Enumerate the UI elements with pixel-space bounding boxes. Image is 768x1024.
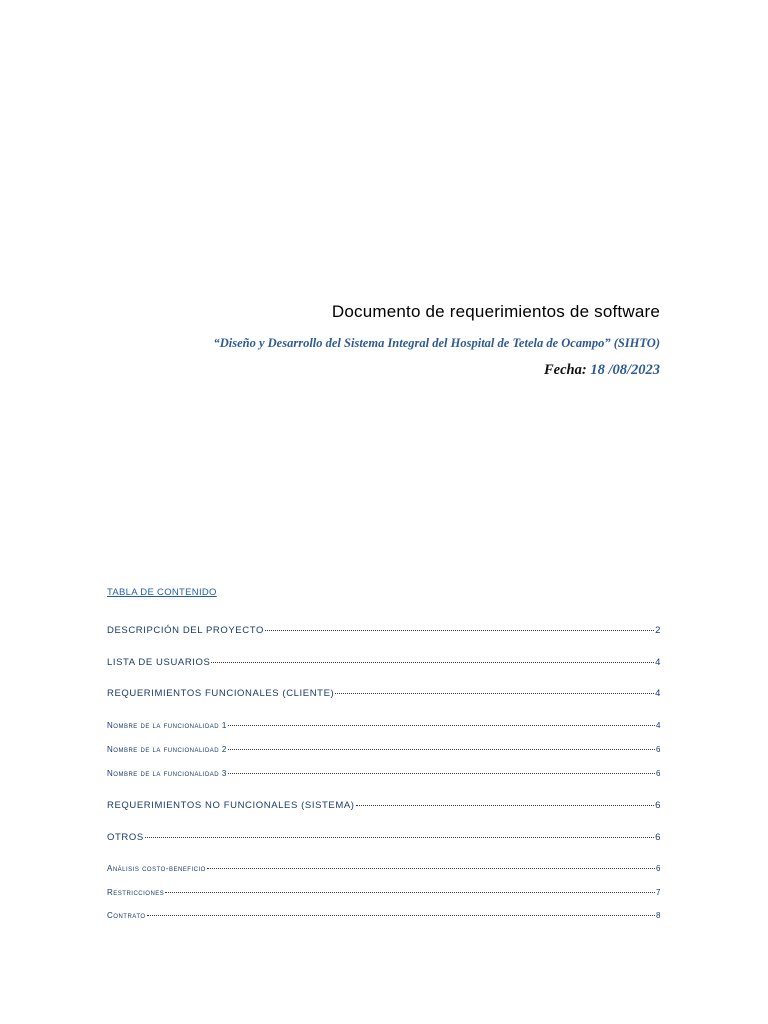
date-value: 18 /08/2023 <box>590 362 660 378</box>
toc-entry-text: Nombre de la funcionalidad 3 <box>107 769 227 778</box>
toc-entry[interactable] <box>107 832 661 843</box>
toc-subentry[interactable] <box>107 745 661 754</box>
toc-page-number: 4 <box>656 721 661 730</box>
toc-page-number: 4 <box>655 657 661 668</box>
toc-page-number: 7 <box>656 888 661 897</box>
toc-page-number: 6 <box>656 769 661 778</box>
toc-leader <box>145 837 654 838</box>
toc-leader <box>165 892 655 893</box>
toc-subentry[interactable] <box>107 911 661 920</box>
toc-leader <box>228 725 655 726</box>
toc-entry[interactable] <box>107 657 661 668</box>
toc-heading[interactable]: TABLA DE CONTENIDO <box>107 587 217 598</box>
toc-page-number: 6 <box>655 800 661 811</box>
toc-leader <box>147 915 655 916</box>
toc-entry-text: DESCRIPCIÓN DEL PROYECTO <box>107 625 264 636</box>
toc-page-number: 6 <box>655 832 661 843</box>
toc-entry-text: REQUERIMIENTOS NO FUNCIONALES (SISTEMA) <box>107 800 355 811</box>
toc-subentry[interactable] <box>107 769 661 778</box>
toc-leader <box>211 662 654 663</box>
toc-entry-text: Nombre de la funcionalidad 2 <box>107 745 227 754</box>
toc-page-number: 6 <box>656 745 661 754</box>
toc-leader <box>335 693 654 694</box>
toc-leader <box>356 805 655 806</box>
toc-entry-text: Nombre de la funcionalidad 1 <box>107 721 227 730</box>
toc-entry[interactable] <box>107 800 661 811</box>
document-subtitle: “Diseño y Desarrollo del Sistema Integral del Hospital de Tetela de Ocampo” (SIHTO) <box>213 336 660 350</box>
date-line <box>544 362 660 379</box>
toc-entry[interactable] <box>107 688 661 699</box>
document-title: Documento de requerimientos de software <box>331 302 660 321</box>
toc-entry[interactable] <box>107 625 661 636</box>
toc-page-number: 6 <box>656 864 661 873</box>
toc-entry-text: Restricciones <box>107 888 165 897</box>
toc-entry-text: OTROS <box>107 832 144 843</box>
toc-leader <box>228 749 655 750</box>
toc-leader <box>265 630 654 631</box>
toc-page-number: 4 <box>655 688 661 699</box>
toc-subentry[interactable] <box>107 888 661 897</box>
toc-page-number: 8 <box>656 911 661 920</box>
toc-leader <box>207 868 655 869</box>
toc-entry-text: Contrato <box>107 911 146 920</box>
toc-subentry[interactable] <box>107 721 661 730</box>
toc-page-number: 2 <box>655 625 661 636</box>
toc-entry-text: Análisis costo-beneficio <box>107 864 206 873</box>
toc-entry-text: REQUERIMIENTOS FUNCIONALES (CLIENTE) <box>107 688 335 699</box>
toc-subentry[interactable] <box>107 864 661 873</box>
toc-entry-text: LISTA DE USUARIOS <box>107 657 211 668</box>
date-label: Fecha: <box>544 362 587 378</box>
toc-leader <box>228 773 655 774</box>
